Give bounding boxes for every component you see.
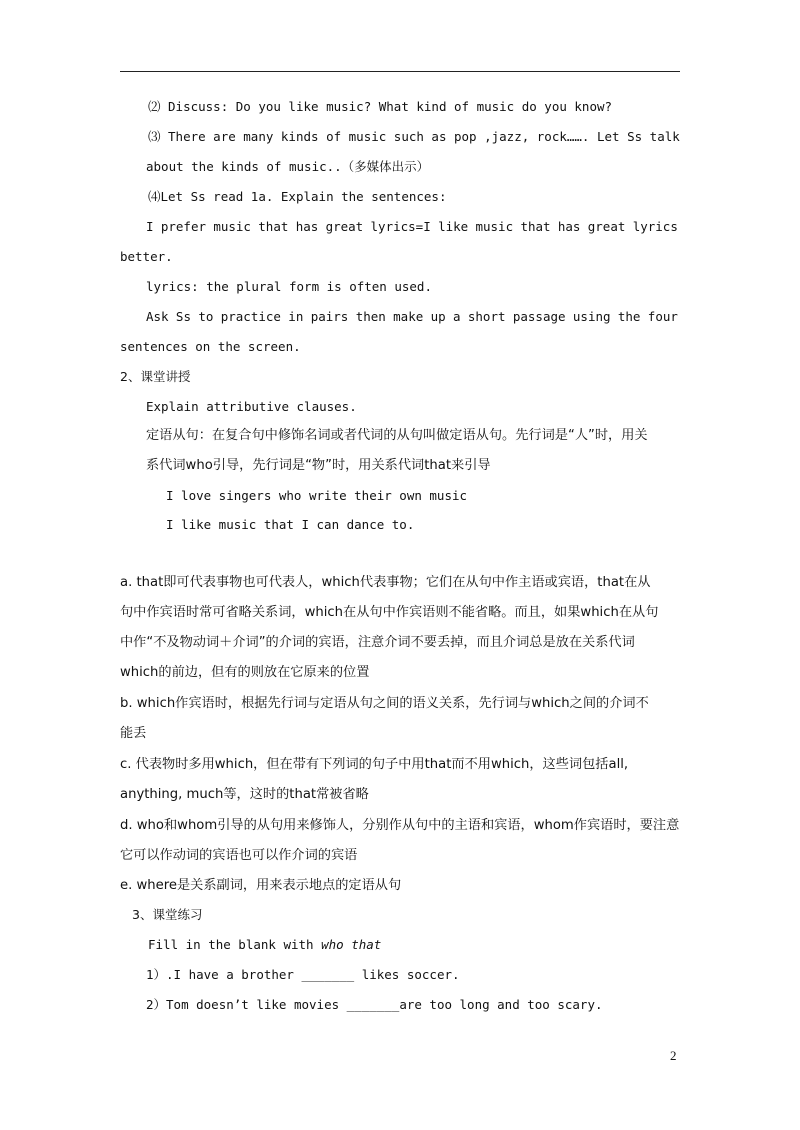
line-explain-clauses: Explain attributive clauses.: [146, 399, 357, 414]
note-c-1: c. 代表物时多用which，但在带有下列词的句子中用that而不用which，这些词包括all,: [120, 757, 629, 772]
section-heading-2: 2、课堂讲授: [120, 369, 191, 384]
word: that: [520, 219, 551, 234]
header-rule: [120, 71, 680, 72]
page-number: 2: [670, 1048, 677, 1063]
line-example-dance: I like music that I can dance to.: [166, 517, 415, 532]
line-discuss: ⑵ Discuss: Do you like music? What kind of music do you know?: [148, 99, 613, 114]
word: practice: [220, 309, 281, 324]
word: four: [647, 309, 678, 324]
note-b-2: 能丢: [120, 726, 147, 741]
line-fill-in: [148, 936, 381, 954]
word: to: [198, 309, 214, 324]
line-read-1a: ⑷Let Ss read 1a. Explain the sentences:: [148, 189, 447, 204]
word: using: [572, 309, 611, 324]
line-better: better.: [120, 249, 173, 264]
line-prefer-music: [146, 218, 678, 236]
word: Ss: [175, 309, 191, 324]
line-sentences-screen: sentences on the screen.: [120, 339, 301, 354]
word: I: [146, 219, 154, 234]
word: pairs: [310, 309, 349, 324]
note-b-1: b. which作宾语时，根据先行词与定语从句之间的语义关系，先行词与which之间的介词不: [120, 696, 649, 711]
fill-in-prefix: Fill in the blank with: [148, 937, 322, 952]
word: has: [557, 219, 581, 234]
line-kinds-of-music: ⑶ There are many kinds of music such as pop ,jazz, rock……. Let Ss talk: [148, 129, 680, 144]
word: that: [258, 219, 289, 234]
word: has: [295, 219, 319, 234]
note-a-3: 中作“不及物动词＋介词”的介词的宾语，注意介词不要丢掉，而且介词总是放在关系代词: [120, 635, 635, 650]
word: great: [325, 219, 364, 234]
word: passage: [512, 309, 566, 324]
exercise-1: 1）.I have a brother _______ likes soccer.: [146, 967, 460, 982]
word: music: [213, 219, 251, 234]
word: up: [430, 309, 446, 324]
note-a-4: which的前边，但有的则放在它原来的位置: [120, 665, 370, 680]
line-ask-ss: [146, 308, 678, 326]
word: the: [617, 309, 641, 324]
note-a-1: a. that即可代表事物也可代表人，which代表事物；它们在从句中作主语或宾语，that在从: [120, 575, 651, 590]
word: lyrics=I: [370, 219, 431, 234]
word: like: [438, 219, 469, 234]
note-e: e. where是关系副词，用来表示地点的定语从句: [120, 878, 402, 893]
note-d-2: 它可以作动词的宾语也可以作介词的宾语: [120, 848, 358, 863]
word: short: [467, 309, 506, 324]
word: then: [355, 309, 386, 324]
word: make: [393, 309, 424, 324]
fill-in-options: who that: [321, 937, 382, 952]
word: prefer: [160, 219, 206, 234]
line-example-singers: I love singers who write their own music: [166, 488, 468, 503]
line-lyrics-plural: lyrics: the plural form is often used.: [146, 279, 432, 294]
note-a-2: 句中作宾语时常可省略关系词，which在从句中作宾语则不能省略。而且，如果which在从句: [120, 605, 659, 620]
word: great: [587, 219, 626, 234]
note-d-1: d. who和whom引导的从句用来修饰人，分别作从句中的主语和宾语，whom作宾语时，要注意: [120, 818, 680, 833]
line-talk-about: about the kinds of music..（多媒体出示）: [146, 159, 430, 174]
line-definition-1: 定语从句：在复合句中修饰名词或者代词的从句叫做定语从句。先行词是“人”时，用关: [146, 428, 648, 443]
word: Ask: [146, 309, 169, 324]
section-heading-3: 3、课堂练习: [132, 907, 203, 922]
note-c-2: anything, much等，这时的that常被省略: [120, 787, 369, 802]
line-definition-2: 系代词who引导，先行词是“物”时，用关系代词that来引导: [146, 458, 491, 473]
word: music: [475, 219, 514, 234]
exercise-2: 2）Tom doesn’t like movies _______are too long and too scary.: [146, 997, 603, 1012]
word: in: [288, 309, 304, 324]
word: a: [453, 309, 461, 324]
word: lyrics: [632, 219, 678, 234]
